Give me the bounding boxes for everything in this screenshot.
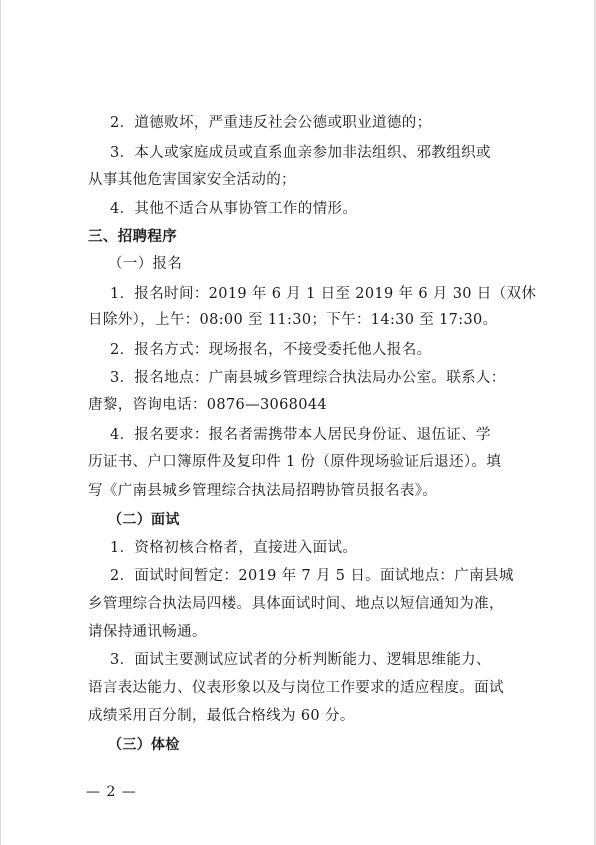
paragraph-line: 唐黎，咨询电话：0876—3068044 (88, 397, 327, 413)
page-left-edge (0, 0, 1, 845)
paragraph-line: 从事其他危害国家安全活动的； (88, 172, 296, 188)
paragraph-line: 2．面试时间暂定：2019 年 7 月 5 日。面试地点：广南县城 (110, 568, 514, 584)
paragraph-line: 4．其他不适合从事协管工作的情形。 (110, 201, 358, 217)
paragraph-line: 1．报名时间：2019 年 6 月 1 日至 2019 年 6 月 30 日（双休 (110, 286, 537, 302)
paragraph-line: 2．道德败坏，严重违反社会公德或职业道德的； (110, 115, 432, 131)
subsection-heading: （一）报名 (108, 256, 183, 272)
subsection-heading: （三）体检 (108, 737, 180, 753)
paragraph-line: 3．报名地点：广南县城乡管理综合执法局办公室。联系人： (110, 370, 506, 386)
subsection-heading: （二）面试 (108, 512, 180, 528)
paragraph-line: 3．面试主要测试应试者的分析判断能力、逻辑思维能力、 (110, 652, 491, 668)
paragraph-line: 1．资格初核合格者，直接进入面试。 (110, 540, 358, 556)
paragraph-line: 成绩采用百分制，最低合格线为 60 分。 (88, 708, 355, 724)
paragraph-line: 2．报名方式：现场报名，不接受委托他人报名。 (110, 342, 432, 358)
paragraph-line: 3．本人或家庭成员或直系血亲参加非法组织、邪教组织或 (110, 145, 491, 161)
page-number: — 2 — (86, 784, 137, 800)
paragraph-line: 日除外），上午：08:00 至 11:30；下午：14:30 至 17:30。 (88, 312, 498, 328)
section-heading: 三、招聘程序 (88, 229, 178, 245)
paragraph-line: 历证书、户口簿原件及复印件 1 份（原件现场验证后退还）。填 (88, 454, 502, 470)
paragraph-line: 乡管理综合执法局四楼。具体面试时间、地点以短信通知为准， (88, 596, 504, 612)
paragraph-line: 写《广南县城乡管理综合执法局招聘协管员报名表》。 (88, 483, 438, 499)
paragraph-line: 语言表达能力、仪表形象以及与岗位工作要求的适应程度。面试 (88, 680, 504, 696)
paragraph-line: 4．报名要求：报名者需携带本人居民身份证、退伍证、学 (110, 427, 491, 443)
paragraph-line: 请保持通讯畅通。 (88, 624, 207, 640)
